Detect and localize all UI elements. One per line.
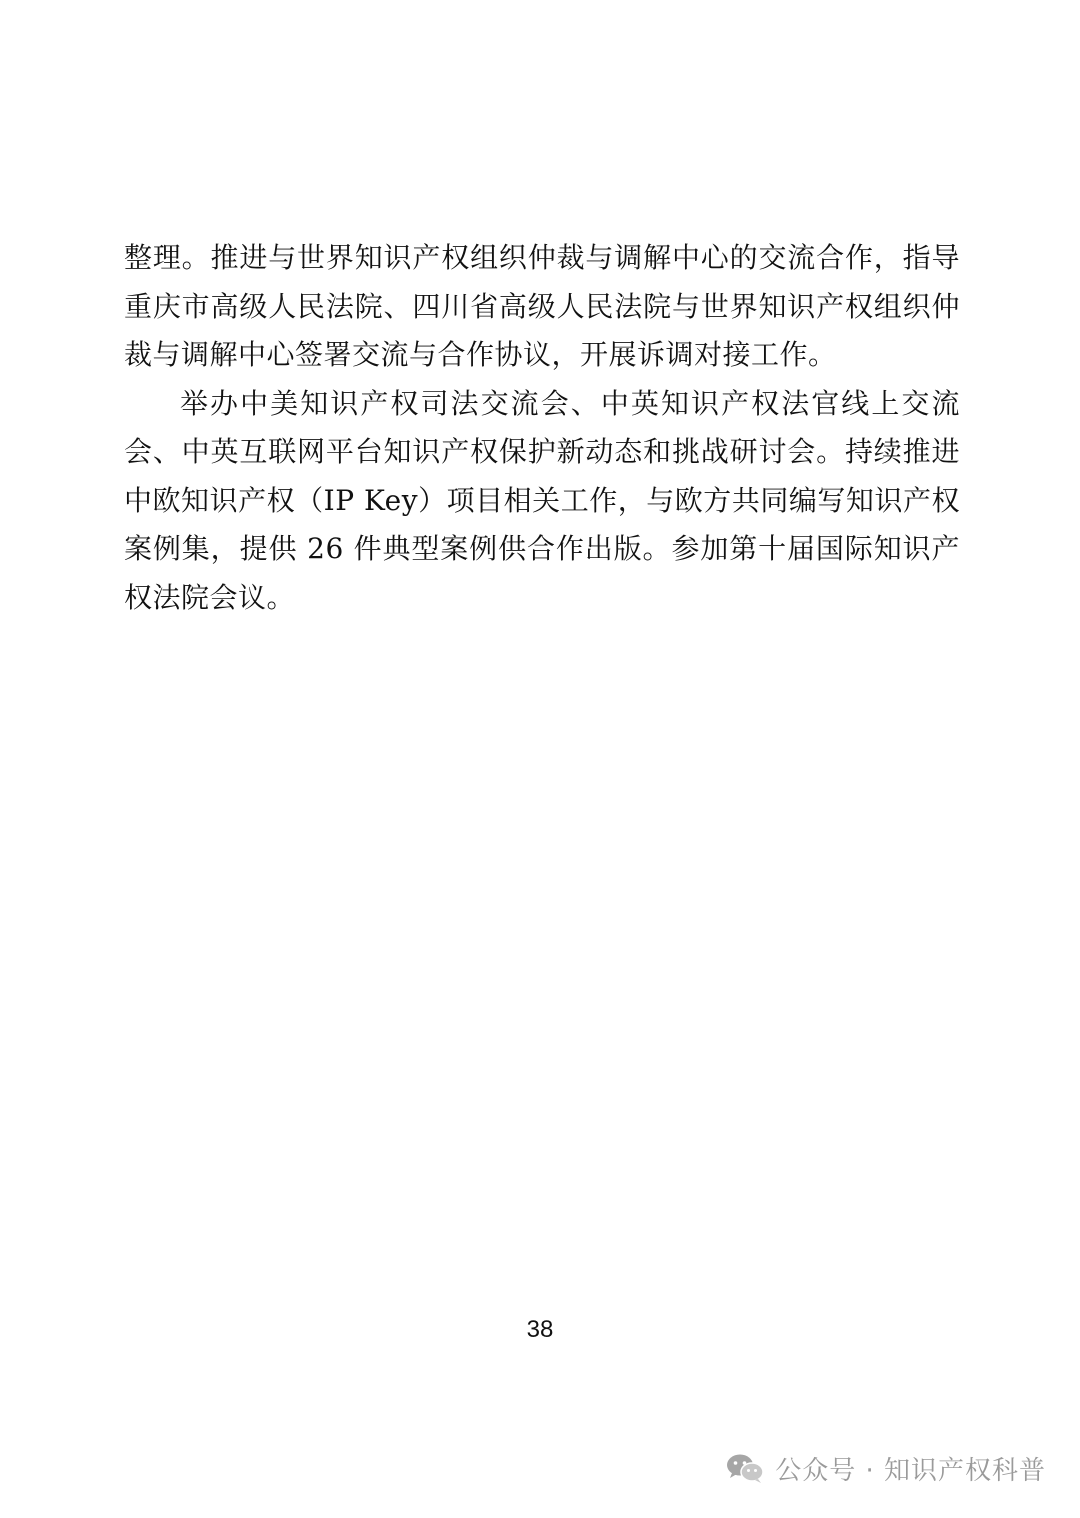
wechat-icon: [725, 1452, 765, 1484]
paragraph-1: 整理。推进与世界知识产权组织仲裁与调解中心的交流合作，指导重庆市高级人民法院、四川省高级人民法院与世界知识产权组织仲裁与调解中心签署交流与合作协议，开展诉调对接工作。: [124, 241, 960, 371]
page-number: 38: [526, 1316, 554, 1343]
body-text: [124, 234, 960, 622]
paragraph-2: 举办中美知识产权司法交流会、中英知识产权法官线上交流会、中英互联网平台知识产权保护新动态和挑战研讨会。持续推进中欧知识产权（IP Key）项目相关工作，与欧方共同编写知识产权案例集，提供 26 件典型案例供合作出版。参加第十届国际知识产权法院会议。: [124, 386, 960, 614]
watermark-text: 公众号 · 知识产权科普: [775, 1455, 1046, 1486]
watermark: [725, 1450, 1046, 1486]
